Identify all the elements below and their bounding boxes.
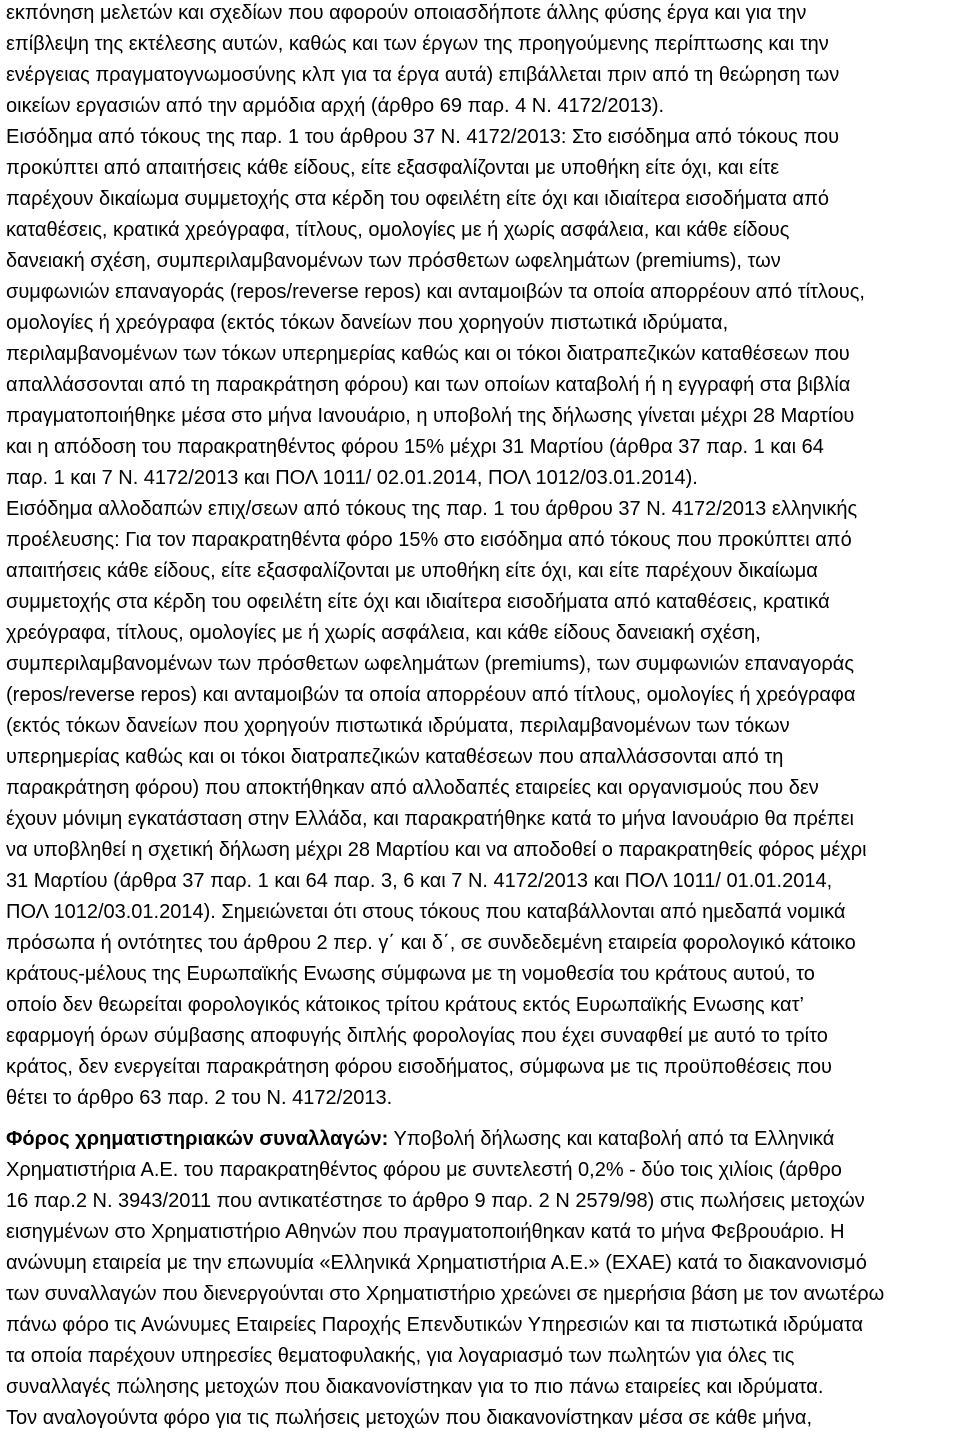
text-line: των συναλλαγών που διενεργούνται στο Χρηματιστήριο χρεώνει σε ημερήσια βάση με τον ανωτέρω (6, 1283, 885, 1305)
text-line: συμπεριλαμβανομένων των πρόσθετων ωφελημάτων (premiums), των συμφωνιών επαναγοράς (6, 653, 854, 675)
text-line: δανειακή σχέση, συμπεριλαμβανομένων των πρόσθετων ωφελημάτων (premiums), των (6, 250, 781, 272)
text-line: καταθέσεις, κρατικά χρεόγραφα, τίτλους, ομολογίες με ή χωρίς ασφάλεια, και κάθε είδους (6, 219, 790, 241)
text-line: παρ. 1 και 7 Ν. 4172/2013 και ΠΟΛ 1011/ 02.01.2014, ΠΟΛ 1012/03.01.2014). (6, 467, 698, 489)
text-line: πρόσωπα ή οντότητες του άρθρου 2 περ. γ΄ και δ΄, σε συνδεδεμένη εταιρεία φορολογικό κάτοικο (6, 932, 856, 954)
text-line: επίβλεψη της εκτέλεσης αυτών, καθώς και των έργων της προηγούμενης περίπτωσης και την (6, 33, 829, 55)
text-line: οποίο δεν θεωρείται φορολογικός κάτοικος τρίτου κράτους εκτός Ευρωπαϊκής Ενωσης κατ’ (6, 994, 804, 1016)
text-line: προέλευσης: Για τον παρακρατηθέντα φόρο 15% στο εισόδημα από τόκους που προκύπτει από (6, 529, 852, 551)
text-line: περιλαμβανομένων των τόκων υπερημερίας καθώς και οι τόκοι διατραπεζικών καταθέσεων που (6, 343, 850, 365)
text-line: προκύπτει από απαιτήσεις κάθε είδους, είτε εξασφαλίζονται με υποθήκη είτε όχι, και είτε (6, 157, 780, 179)
text-line: πάνω φόρο τις Ανώνυμες Εταιρείες Παροχής Επενδυτικών Υπηρεσιών και τα πιστωτικά ιδρύματα (6, 1314, 864, 1336)
text-line: κράτους-μέλους της Ευρωπαϊκής Ενωσης σύμφωνα με τη νομοθεσία του κράτους αυτού, το (6, 963, 815, 985)
text-line: (εκτός τόκων δανείων που χορηγούν πιστωτικά ιδρύματα, περιλαμβανομένων των τόκων (6, 715, 790, 737)
text-line: έχουν μόνιμη εγκατάσταση στην Ελλάδα, και παρακρατήθηκε κατά το μήνα Ιανουάριο θα πρέπει (6, 808, 854, 830)
text-line: ανώνυμη εταιρεία με την επωνυμία «Ελληνικά Χρηματιστήρια Α.Ε.» (ΕΧΑΕ) κατά το διακανονισμό (6, 1252, 867, 1274)
text-line: παρακράτηση φόρου) που αποκτήθηκαν από αλλοδαπές εταιρείες και οργανισμούς που δεν (6, 777, 819, 799)
text-line: Εισόδημα αλλοδαπών επιχ/σεων από τόκους της παρ. 1 του άρθρου 37 Ν. 4172/2013 ελληνικής (6, 498, 858, 520)
text-line: πραγματοποιήθηκε μέσα στο μήνα Ιανουάριο, η υποβολή της δήλωσης γίνεται μέχρι 28 Μαρτίου (6, 405, 855, 427)
document-page (6, 0, 954, 1438)
text-line: θέτει το άρθρο 63 παρ. 2 του Ν. 4172/2013. (6, 1087, 393, 1109)
text-line: ΠΟΛ 1012/03.01.2014). Σημειώνεται ότι στους τόκους που καταβάλλονται από ημεδαπά νομικά (6, 901, 846, 923)
text-line: υπερημερίας καθώς και οι τόκοι διατραπεζικών καταθέσεων που απαλλάσσονται από τη (6, 746, 784, 768)
text-line: απαλλάσσονται από τη παρακράτηση φόρου) και των οποίων καταβολή ή η εγγραφή στα βιβλία (6, 374, 851, 396)
text-line: εκπόνηση μελετών και σχεδίων που αφορούν οποιασδήποτε άλλης φύσης έργα και για την (6, 2, 807, 24)
text-line: συμμετοχής στα κέρδη του οφειλέτη είτε όχι και ιδιαίτερα εισοδήματα από καταθέσεις, κρατικά (6, 591, 830, 613)
text-line: απαιτήσεις κάθε είδους, είτε εξασφαλίζονται με υποθήκη είτε όχι, και είτε παρέχουν δικαίωμα (6, 560, 818, 582)
text-line: να υποβληθεί η σχετική δήλωση μέχρι 28 Μαρτίου και να αποδοθεί ο παρακρατηθείς φόρος μέχρι (6, 839, 867, 861)
text-line: (repos/reverse repos) και ανταμοιβών τα οποία απορρέουν από τίτλους, ομολογίες ή χρεόγραφα (6, 684, 856, 706)
text-line: ενέργειας πραγματογνωμοσύνης κλπ για τα έργα αυτά) επιβάλλεται πριν από τη θεώρηση των (6, 64, 840, 86)
text-line: Χρηματιστήρια Α.Ε. του παρακρατηθέντος φόρου με συντελεστή 0,2% - δύο τοις χιλίοις (άρθρο (6, 1159, 842, 1181)
text-line: παρέχουν δικαίωμα συμμετοχής στα κέρδη του οφειλέτη είτε όχι και ιδιαίτερα εισοδήματα από (6, 188, 830, 210)
text-line: Τον αναλογούντα φόρο για τις πωλήσεις μετοχών που διακανονίστηκαν μέσα σε κάθε μήνα, (6, 1407, 813, 1429)
text-line: συναλλαγές πώλησης μετοχών που διακανονίστηκαν για το πιο πάνω εταιρείες και ιδρύματα. (6, 1376, 824, 1398)
text-line: κράτος, δεν ενεργείται παρακράτηση φόρου εισοδήματος, σύμφωνα με τις προϋποθέσεις που (6, 1056, 832, 1078)
text-line: εισηγμένων στο Χρηματιστήριο Αθηνών που πραγματοποιήθηκαν κατά το μήνα Φεβρουάριο. Η (6, 1221, 845, 1243)
text-line: οικείων εργασιών από την αρμόδια αρχή (άρθρο 69 παρ. 4 Ν. 4172/2013). (6, 95, 665, 117)
text-line: χρεόγραφα, τίτλους, ομολογίες με ή χωρίς ασφάλεια, και κάθε είδους δανειακή σχέση, (6, 622, 761, 644)
text-line: 31 Μαρτίου (άρθρα 37 παρ. 1 και 64 παρ. 3, 6 και 7 Ν. 4172/2013 και ΠΟΛ 1011/ 01.01.2014, (6, 870, 833, 892)
text-line: και η απόδοση του παρακρατηθέντος φόρου 15% μέχρι 31 Μαρτίου (άρθρα 37 παρ. 1 και 64 (6, 436, 824, 458)
text-line: Εισόδημα από τόκους της παρ. 1 του άρθρου 37 Ν. 4172/2013: Στο εισόδημα από τόκους που (6, 126, 840, 148)
text-line: Φόρος χρηματιστηριακών συναλλαγών: Υποβολή δήλωσης και καταβολή από τα Ελληνικά (6, 1128, 835, 1150)
text-line: τα οποία παρέχουν υπηρεσίες θεματοφυλακής, για λογαριασμό των πωλητών για όλες τις (6, 1345, 795, 1367)
text-line: ομολογίες ή χρεόγραφα (εκτός τόκων δανείων που χορηγούν πιστωτικά ιδρύματα, (6, 312, 729, 334)
text-line: εφαρμογή όρων σύμβασης αποφυγής διπλής φορολογίας που έχει συναφθεί με αυτό το τρίτο (6, 1025, 828, 1047)
text-line: συμφωνιών επαναγοράς (repos/reverse repos) και ανταμοιβών τα οποία απορρέουν από τίτλους, (6, 281, 865, 303)
section-heading: Φόρος χρηματιστηριακών συναλλαγών: (6, 1128, 389, 1150)
text-line: 16 παρ.2 Ν. 3943/2011 που αντικατέστησε το άρθρο 9 παρ. 2 Ν 2579/98) στις πωλήσεις μετοχών (6, 1190, 865, 1212)
